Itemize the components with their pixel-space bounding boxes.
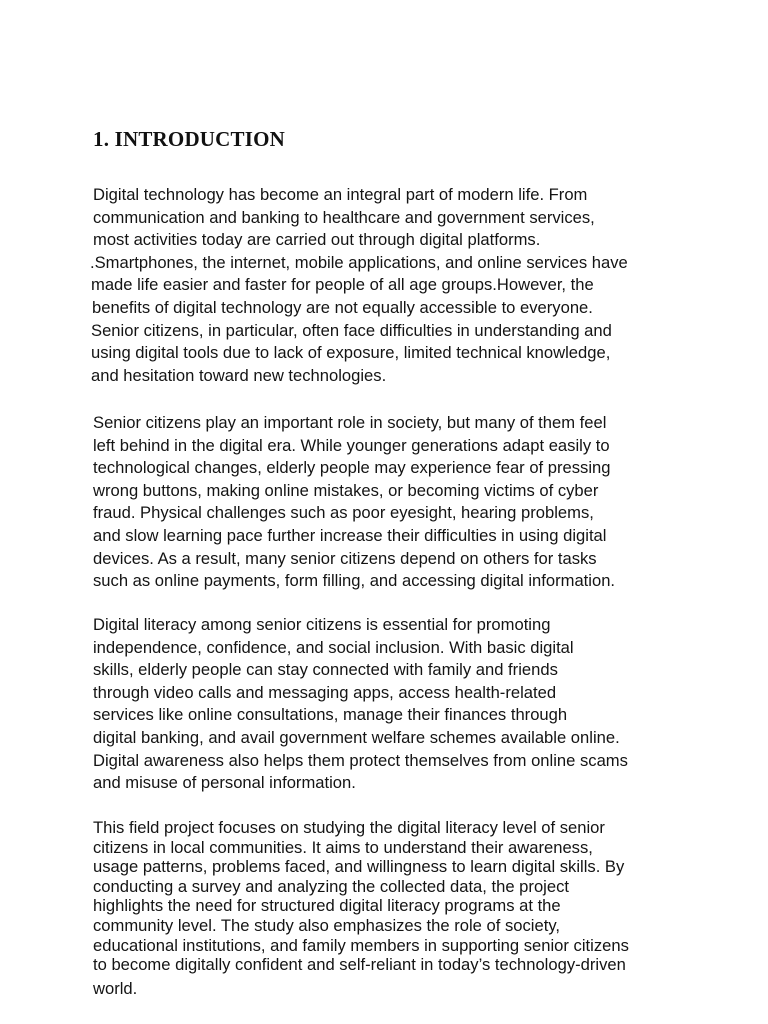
paragraph-line: skills, elderly people can stay connected with family and friends <box>93 660 558 680</box>
paragraph-line: Digital literacy among senior citizens is essential for promoting <box>93 615 551 634</box>
paragraph-line: Digital technology has become an integral part of modern life. From <box>93 185 588 204</box>
paragraph-line: and hesitation toward new technologies. <box>91 365 387 385</box>
paragraph-line: left behind in the digital era. While younger generations adapt easily to <box>93 435 610 455</box>
paragraph-line: educational institutions, and family members in supporting senior citizens <box>93 935 629 955</box>
paragraph-line: usage patterns, problems faced, and willingness to learn digital skills. By <box>93 857 625 877</box>
paragraph-line: fraud. Physical challenges such as poor eyesight, hearing problems, <box>93 503 594 523</box>
paragraph-line: .Smartphones, the internet, mobile applications, and online services have <box>90 252 628 272</box>
paragraph-line: independence, confidence, and social inclusion. With basic digital <box>93 637 574 657</box>
paragraph-line: communication and banking to healthcare and government services, <box>93 207 595 227</box>
paragraph-line: world. <box>93 978 138 998</box>
paragraph-line: and misuse of personal information. <box>93 773 356 793</box>
paragraph-2 <box>0 412 615 593</box>
paragraph-3 <box>0 614 628 795</box>
paragraph-line: community level. The study also emphasizes the role of society, <box>93 915 560 935</box>
paragraph-line: such as online payments, form filling, and accessing digital information. <box>93 571 616 591</box>
paragraph-4 <box>0 818 629 998</box>
section-heading: 1. INTRODUCTION <box>93 127 286 151</box>
paragraph-line: to become digitally confident and self-reliant in today’s technology-driven <box>93 955 626 975</box>
paragraph-line: made life easier and faster for people of all age groups.However, the <box>91 275 594 295</box>
paragraph-line: most activities today are carried out through digital platforms. <box>93 230 541 250</box>
paragraph-line: technological changes, elderly people may experience fear of pressing <box>93 458 611 478</box>
paragraph-line: services like online consultations, manage their finances through <box>93 705 568 725</box>
paragraph-line: Senior citizens, in particular, often face difficulties in understanding and <box>91 320 612 340</box>
paragraph-line: devices. As a result, many senior citizens depend on others for tasks <box>93 548 597 568</box>
paragraph-line: highlights the need for structured digital literacy programs at the <box>93 896 561 916</box>
paragraph-line: Digital awareness also helps them protect themselves from online scams <box>93 750 628 770</box>
paragraph-line: benefits of digital technology are not equally accessible to everyone. <box>92 297 593 317</box>
paragraph-line: through video calls and messaging apps, access health-related <box>93 682 557 702</box>
paragraph-line: using digital tools due to lack of exposure, limited technical knowledge, <box>91 343 611 363</box>
paragraph-line: citizens in local communities. It aims to understand their awareness, <box>93 837 593 857</box>
paragraph-line: Senior citizens play an important role in society, but many of them feel <box>93 413 607 432</box>
paragraph-line: conducting a survey and analyzing the collected data, the project <box>93 876 569 896</box>
paragraph-line: and slow learning pace further increase their difficulties in using digital <box>93 525 607 545</box>
paragraph-line: wrong buttons, making online mistakes, or becoming victims of cyber <box>93 480 599 500</box>
paragraph-1 <box>0 184 628 387</box>
paragraph-line: This field project focuses on studying the digital literacy level of senior <box>93 818 605 837</box>
paragraph-line: digital banking, and avail government welfare schemes available online. <box>93 727 620 747</box>
